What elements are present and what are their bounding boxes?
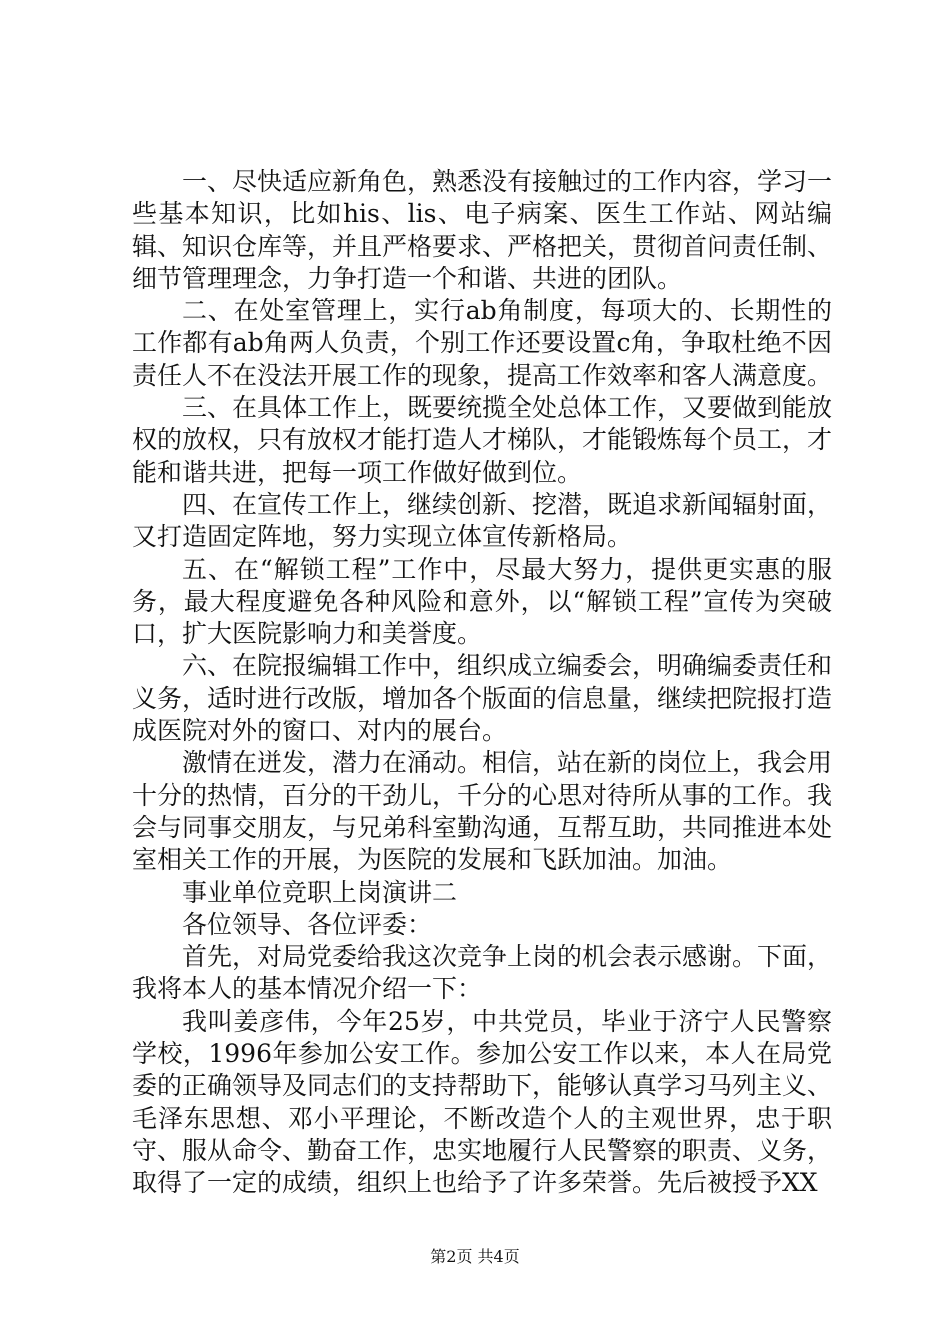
paragraph-5: 五、在“解锁工程”工作中，尽最大努力，提供更实惠的服务，最大程度避免各种风险和意外，以“解锁工程”宣传为突破口，扩大医院影响力和美誉度。 — [132, 554, 832, 649]
paragraph-1: 一、尽快适应新角色，熟悉没有接触过的工作内容，学习一些基本知识，比如his、lis、电子病案、医生工作站、网站编辑、知识仓库等，并且严格要求、严格把关，贯彻首问责任制、细节管理理念，力争打造一个和谐、共进的团队。 — [132, 167, 833, 293]
paragraph-11: 我叫姜彦伟，今年25岁，中共党员，毕业于济宁人民警察学校，1996年参加公安工作。参加公安工作以来，本人在局党委的正确领导及同志们的支持帮助下，能够认真学习马列主义、毛泽东思想、邓小平理论，不断改造个人的主观世界，忠于职守、服从命令、勤奋工作，忠实地履行人民警察的职责、义务，取得了一定的成绩，组织上也给予了许多荣誉。先后被授予XX — [132, 1006, 833, 1198]
paragraph-10: 首先，对局党委给我这次竞争上岗的机会表示感谢。下面，我将本人的基本情况介绍一下： — [132, 942, 833, 1004]
section-heading: 事业单位竞职上岗演讲二 — [182, 877, 458, 907]
document-body — [132, 166, 832, 1200]
paragraph-3: 三、在具体工作上，既要统揽全处总体工作，又要做到能放权的放权，只有放权才能打造人才梯队，才能锻炼每个员工，才能和谐共进，把每一项工作做好做到位。 — [132, 393, 833, 487]
salutation: 各位领导、各位评委： — [182, 909, 433, 939]
paragraph-4: 四、在宣传工作上，继续创新、挖潜，既追求新闻辐射面，又打造固定阵地，努力实现立体宣传新格局。 — [132, 489, 833, 552]
paragraph-7: 激情在迸发，潜力在涌动。相信，站在新的岗位上，我会用十分的热情，百分的干劲儿，千分的心思对待所从事的工作。我会与同事交朋友，与兄弟科室勤沟通，互帮互助，共同推进本处室相关工作的开展，为医院的发展和飞跃加油。加油。 — [132, 748, 833, 875]
page-number-footer: 第2页 共4页 — [430, 1247, 520, 1266]
paragraph-2: 二、在处室管理上，实行ab角制度，每项大的、长期性的工作都有ab角两人负责，个别工作还要设置c角，争取杜绝不因责任人不在没法开展工作的现象，提高工作效率和客人满意度。 — [132, 296, 833, 390]
paragraph-6: 六、在院报编辑工作中，组织成立编委会，明确编委责任和义务，适时进行改版，增加各个版面的信息量，继续把院报打造成医院对外的窗口、对内的展台。 — [132, 651, 833, 746]
